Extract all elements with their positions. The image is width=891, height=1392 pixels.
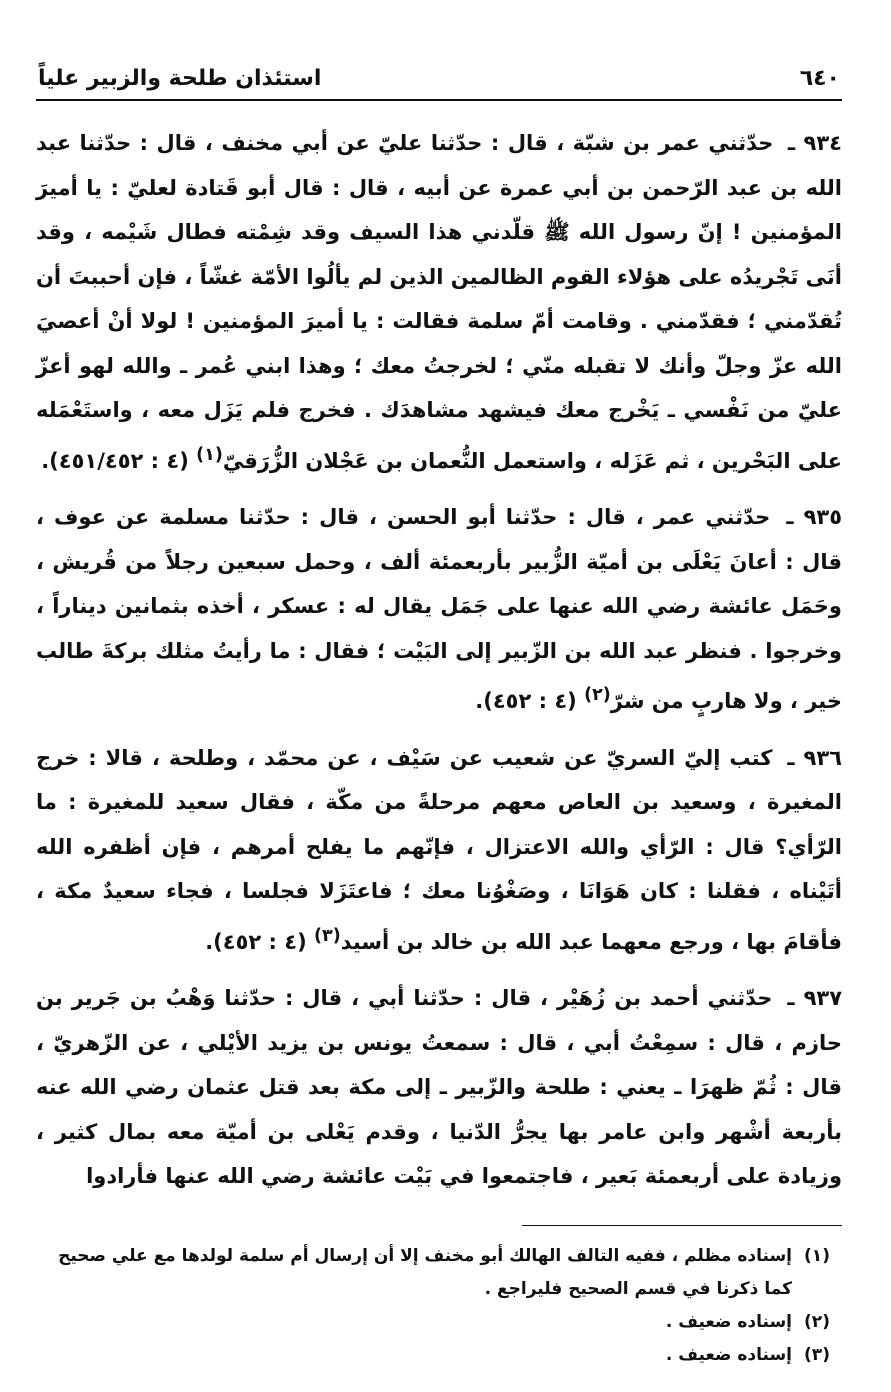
narration-937 (36, 976, 842, 1199)
narration-text: حدّثني عمر ، قال : حدّثنا أبو الحسن ، قال : حدّثنا مسلمة عن عوف ، قال : أعانَ يَعْلَى بن أميّة الزُّبير بأربعمئة ألف ، وحمل سبعين رجلاً من قُريش ، وحَمَل عائشة رضي الله عنها على جَمَل يقال له : عسكر ، أخذه بثمانين ديناراً ، وخرجوا . فنظر عبد الله بن الزّبير إلى البَيْت ؛ فقال : ما رأيتُ مثلك بركةَ طالب خير ، ولا هاربٍ من شرّ (36, 505, 842, 713)
footnote-separator (522, 1225, 842, 1226)
page-header (36, 60, 842, 101)
narration-934 (36, 121, 842, 483)
footnote-ref: (١) (196, 444, 223, 465)
main-text (36, 121, 842, 1199)
footnotes (36, 1240, 842, 1372)
footnote-text: إسناده ضعيف . (665, 1311, 792, 1332)
footnote-item (36, 1339, 842, 1372)
page-number: ٦٤٠ (799, 66, 840, 91)
footnote-item (36, 1306, 842, 1339)
book-page (36, 60, 842, 1372)
footnote-text: إسناده ضعيف . (665, 1344, 792, 1365)
footnote-ref: (٢) (584, 685, 611, 705)
narration-number: ٩٣٧ ـ (787, 986, 843, 1010)
source-reference: (٤ : ٤٥٢). (205, 929, 307, 954)
footnote-number: (٣) (804, 1344, 830, 1365)
footnote-item (36, 1240, 842, 1306)
narration-text: كتب إليّ السريّ عن شعيب عن سَيْف ، عن محمّد ، وطلحة ، قالا : خرج المغيرة ، وسعيد بن العاص معهم مرحلةً من مكّة ، فقال سعيد للمغيرة : ما الرّأي؟ قال : الرّأي والله الاعتزال ، فإنّهم ما يفلح أمرهم ، فإن أظفره الله أتَيْناه ، فقلنا : كان هَوَانَا ، وصَغْوُنا معك ؛ فاعتَزَلا فجلسا ، فجاء سعيدٌ مكة ، فأقامَ بها ، ورجع معهما عبد الله بن خالد بن أسيد (36, 745, 842, 954)
footnote-number: (٢) (804, 1311, 830, 1332)
narration-text: حدّثني عمر بن شبّة ، قال : حدّثنا عليّ عن أبي مخنف ، قال : حدّثنا عبد الله بن عبد الرّحمن بن أبي عمرة عن أبيه ، قال : قال أبو قَتادة لعليّ : يا أميرَ المؤمنين ! إنّ رسول الله ﷺ قلّدني هذا السيف وقد شِمْته فطال شَيْمه ، وقد أنَى تَجْريدُه على هؤلاء القوم الظالمين الذين لم يألُوا الأمّة غشّاً ، فإن أحببتَ أن تُقدّمني ؛ فقدّمني . وقامت أمّ سلمة فقالت : يا أميرَ المؤمنين ! لولا أنْ أعصيَ الله عزّ وجلّ وأنك لا تقبله منّي ؛ لخرجتُ معك ؛ وهذا ابني عُمر ـ والله لهو أعزّ عليّ من نَفْسي ـ يَخْرج معك فيشهد مشاهدَك . فخرج فلم يَزَل معه ، واستَعْمَله على البَحْرين ، ثم عَزَله ، واستعمل النُّعمان بن عَجْلان الزُّرَقيّ (36, 131, 842, 473)
narration-935 (36, 495, 842, 724)
narration-number: ٩٣٥ ـ (786, 505, 843, 529)
narration-number: ٩٣٤ ـ (787, 131, 842, 155)
source-reference: (٤ : ٤٥١/٤٥٢). (41, 448, 189, 473)
footnote-number: (١) (804, 1245, 830, 1266)
narration-text: حدّثني أحمد بن زُهَيْر ، قال : حدّثنا أبي ، قال : حدّثنا وَهْبُ بن جَرير بن حازم ، قال : سمِعْتُ أبي ، قال : سمعتُ يونس بن يزيد الأيْلي ، عن الزّهريّ ، قال : ثُمّ ظهرَا ـ يعني : طلحة والزّبير ـ إلى مكة بعد قتل عثمان رضي الله عنه بأربعة أشْهر وابن عامر بها يجرُّ الدّنيا ، وقدم يَعْلى بن أميّة معه بمال كثير ، وزيادة على أربعمئة بَعير ، فاجتمعوا في بَيْت عائشة رضي الله عنها فأرادوا (36, 986, 842, 1188)
narration-936 (36, 736, 842, 965)
running-title: استئذان طلحة والزبير علياً (38, 66, 322, 91)
footnote-text: إسناده مظلم ، ففيه التالف الهالك أبو مخنف إلا أن إرسال أم سلمة لولدها مع علي صحيح كما ذكرنا في قسم الصحيح فليراجع . (58, 1245, 792, 1299)
narration-number: ٩٣٦ ـ (787, 745, 842, 770)
footnote-ref: (٣) (314, 925, 341, 946)
source-reference: (٤ : ٤٥٢). (475, 689, 577, 713)
